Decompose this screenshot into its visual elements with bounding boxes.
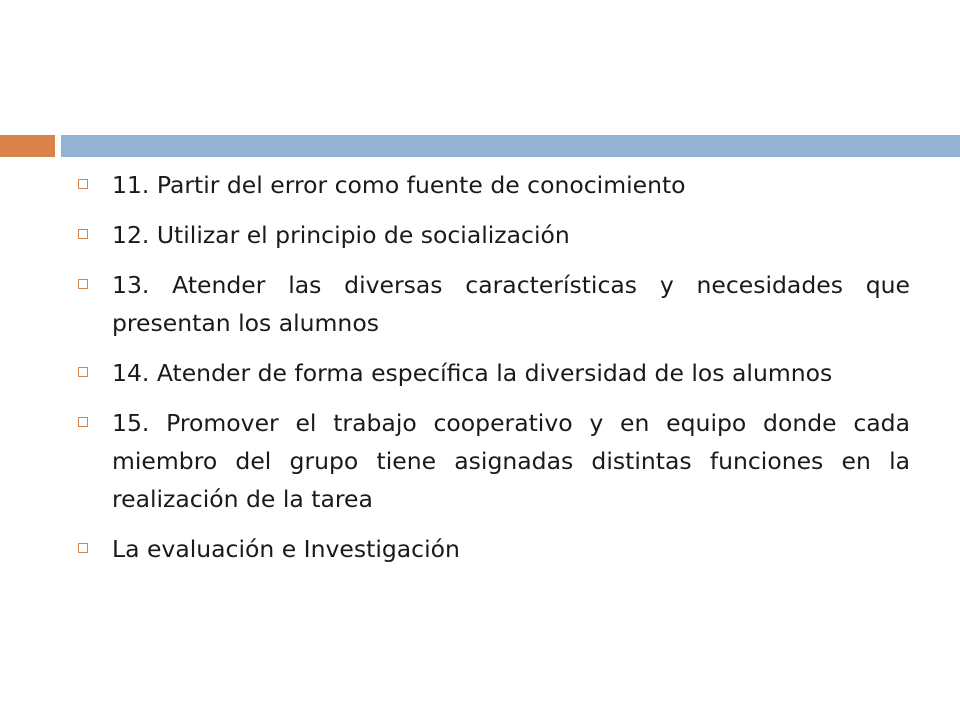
bullet-text: 14. Atender de forma específica la diversidad de los alumnos bbox=[112, 359, 833, 387]
hollow-square-icon bbox=[78, 367, 88, 377]
bullet-text: 15. Promover el trabajo cooperativo y en equipo donde cada miembro del grupo tiene asignadas distintas funciones en la realización de la tarea bbox=[112, 409, 910, 513]
bullet-text: La evaluación e Investigación bbox=[112, 535, 460, 563]
accent-bar-blue bbox=[61, 135, 960, 157]
hollow-square-icon bbox=[78, 543, 88, 553]
bullet-item-13 bbox=[74, 266, 910, 342]
hollow-square-icon bbox=[78, 229, 88, 239]
hollow-square-icon bbox=[78, 179, 88, 189]
bullet-text: 12. Utilizar el principio de socialización bbox=[112, 221, 570, 249]
bullet-item-12 bbox=[74, 216, 910, 254]
bullet-text: 13. Atender las diversas características y necesidades que presentan los alumnos bbox=[112, 271, 910, 337]
accent-bar-orange bbox=[0, 135, 55, 157]
bullet-list bbox=[74, 166, 910, 580]
hollow-square-icon bbox=[78, 417, 88, 427]
hollow-square-icon bbox=[78, 279, 88, 289]
bullet-item-14 bbox=[74, 354, 910, 392]
bullet-text: 11. Partir del error como fuente de conocimiento bbox=[112, 171, 686, 199]
bullet-item-15 bbox=[74, 404, 910, 518]
bullet-item-11 bbox=[74, 166, 910, 204]
bullet-item-evaluacion bbox=[74, 530, 910, 568]
